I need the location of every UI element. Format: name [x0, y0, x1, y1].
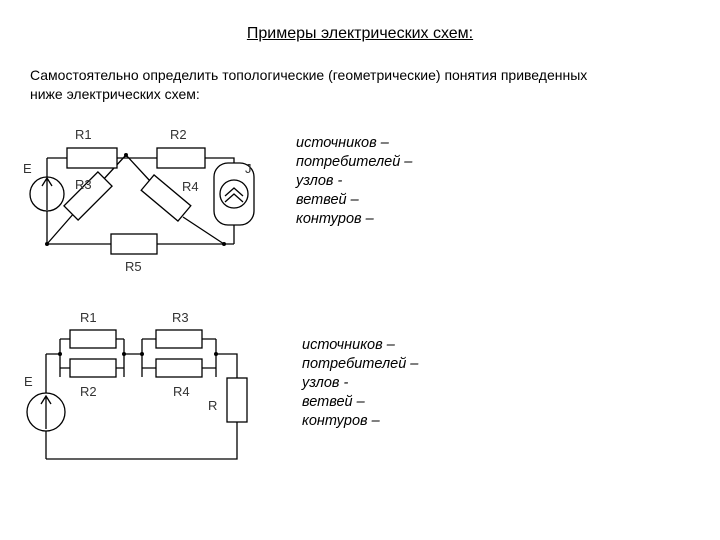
label-r1: R1: [75, 127, 92, 142]
question-loops: контуров –: [302, 413, 380, 429]
task-text-line-2: ниже электрических схем:: [30, 86, 200, 102]
question-consumers: потребителей –: [302, 356, 419, 372]
circuit-1-node-c: [222, 242, 226, 246]
label-r: R: [208, 398, 218, 413]
circuit-1-resistor-r1: [67, 148, 117, 168]
question-nodes: узлов -: [296, 173, 343, 189]
question-consumers: потребителей –: [296, 154, 413, 170]
circuit-1: [30, 148, 254, 254]
question-nodes: узлов -: [302, 375, 349, 391]
circuit-1-resistor-r2: [157, 148, 205, 168]
question-sources: источников –: [296, 135, 389, 151]
circuit-2-questions: [302, 336, 418, 431]
circuit-2-bottom-wire: [46, 422, 237, 459]
label-r4: R4: [173, 384, 190, 399]
circuit-2-resistor-r1: [70, 330, 116, 348]
question-branches: ветвей –: [296, 192, 359, 208]
label-e: E: [24, 374, 33, 389]
label-r2: R2: [80, 384, 97, 399]
circuit-1-resistor-r5: [111, 234, 157, 254]
label-j: J: [245, 161, 252, 176]
question-sources: источников –: [302, 337, 395, 353]
circuit-2-resistor-r2: [70, 359, 116, 377]
label-r2: R2: [170, 127, 187, 142]
label-r4: R4: [182, 179, 199, 194]
circuit-2-resistor-r4: [156, 359, 202, 377]
circuit-1-questions: [296, 134, 412, 229]
question-branches: ветвей –: [302, 394, 365, 410]
slide-title: Примеры электрических схем:: [246, 25, 474, 42]
circuit-2: [27, 330, 247, 459]
circuit-2-resistor-r: [227, 378, 247, 422]
circuit-1-node-b: [45, 242, 49, 246]
label-r1: R1: [80, 310, 97, 325]
label-r3: R3: [172, 310, 189, 325]
task-text-line-1: Самостоятельно определить топологические (геометрические) понятия приведенных: [30, 67, 588, 83]
question-loops: контуров –: [296, 211, 374, 227]
label-r5: R5: [125, 259, 142, 274]
label-e: E: [23, 161, 32, 176]
label-r3: R3: [75, 177, 92, 192]
circuit-2-resistor-r3: [156, 330, 202, 348]
circuit-1-node-a: [124, 153, 128, 157]
